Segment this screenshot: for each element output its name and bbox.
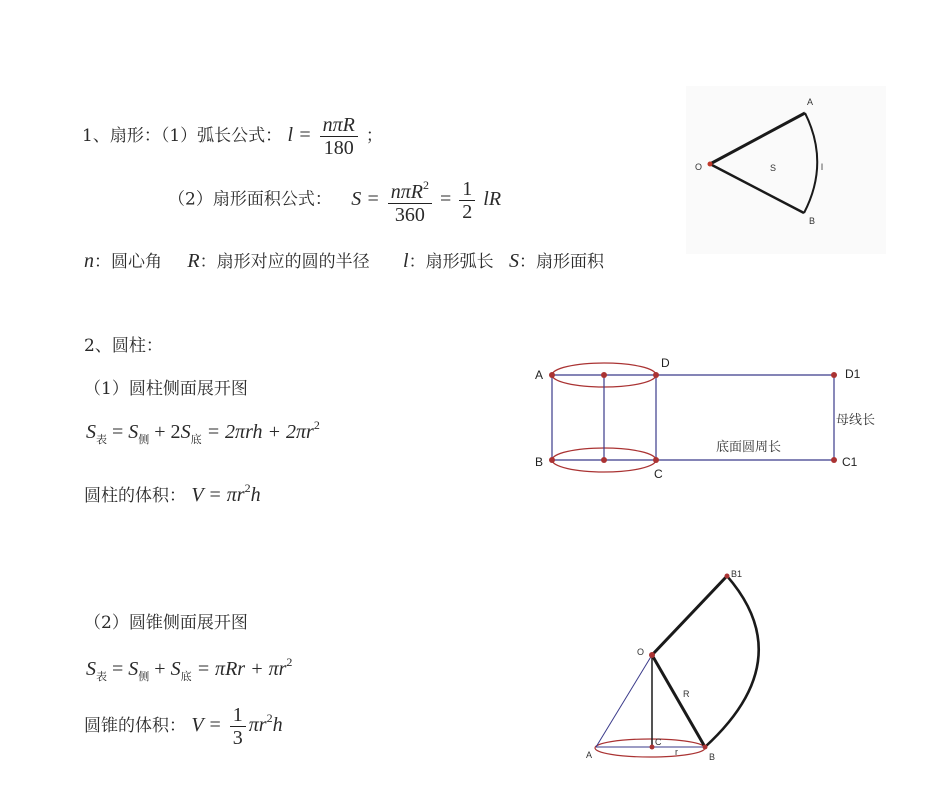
legend-n: n — [84, 250, 94, 272]
cyl-label-D1: D1 — [845, 367, 861, 381]
cyl-point-C1 — [831, 457, 837, 463]
cone-sup: 2 — [286, 655, 293, 669]
cyl-point-D — [653, 372, 659, 378]
cylinder-diagram — [535, 356, 875, 481]
cyl-S-side: S — [128, 421, 139, 443]
cone-S: S — [86, 658, 96, 680]
cyl-plus: + 2 — [154, 421, 181, 443]
cone-rhs: = πRr + πr — [196, 658, 287, 680]
cyl-vol-sup: 2 — [244, 481, 251, 495]
area-denominator: 360 — [394, 204, 425, 226]
cyl-point-top-center — [601, 372, 607, 378]
sector-label-S: S — [770, 163, 777, 173]
legend-S: S — [509, 250, 519, 272]
sector-label-O: O — [695, 162, 703, 172]
cyl-vol-text: V = πr — [191, 484, 245, 506]
cone-point-B — [703, 745, 708, 750]
cyl-point-D1 — [831, 372, 837, 378]
sector-label-l: l — [821, 162, 823, 172]
cone-vol-sup: 2 — [266, 711, 273, 726]
cyl-label-A: A — [535, 368, 544, 382]
cyl-sup: 2 — [313, 418, 320, 432]
cyl-label-D: D — [661, 356, 670, 370]
sector-area-label: （2）扇形面积公式： — [168, 189, 332, 210]
half-denominator: 2 — [462, 200, 473, 223]
cyl-point-C — [653, 457, 659, 463]
cyl-label-C1: C1 — [842, 455, 858, 469]
cone-label-B1: B1 — [731, 569, 743, 579]
cone-sub-base: 底 — [180, 671, 192, 683]
cone-slant-OB1 — [652, 576, 727, 655]
cyl-eq1: = — [112, 421, 124, 443]
cone-label-r: r — [675, 747, 678, 757]
cone-vol-lhs: V = — [191, 714, 222, 737]
cone-point-C — [650, 745, 655, 750]
cone-label-C: C — [655, 737, 662, 747]
cone-point-B1 — [725, 574, 730, 579]
cyl-label-C: C — [654, 467, 663, 481]
cyl-S: S — [86, 421, 96, 443]
cyl-sub-base: 底 — [190, 434, 202, 446]
cyl-point-B — [549, 457, 555, 463]
sector-heading-text: 1、扇形：（1）弧长公式： — [82, 126, 283, 147]
cone-point-O — [649, 652, 655, 658]
cone-label-B: B — [709, 752, 716, 762]
cylinder-sub-heading: （1）圆柱侧面展开图 — [84, 379, 248, 399]
cone-sub-total: 表 — [96, 671, 107, 683]
legend-l: l — [403, 250, 409, 272]
cone-sub-side: 侧 — [138, 671, 150, 683]
cone-unrolled-arc — [705, 576, 759, 747]
cyl-point-A — [549, 372, 555, 378]
cone-plus: + — [154, 658, 166, 680]
cone-label-A: A — [586, 750, 593, 760]
area-eq: = — [439, 187, 452, 210]
cyl-vol-tail: h — [250, 484, 261, 506]
cone-slant-OB — [652, 655, 705, 747]
cyl-label-base-circumference: 底面圆周长 — [716, 440, 782, 455]
sector-panel — [686, 86, 886, 254]
cone-vol-h: h — [272, 714, 283, 737]
cone-eq1: = — [112, 658, 124, 680]
half-numerator: 1 — [459, 178, 475, 201]
cylinder-volume-label: 圆柱的体积： — [84, 486, 186, 506]
cyl-rhs: = 2πrh + 2πr — [206, 421, 314, 443]
cyl-label-generatrix: 母线长 — [836, 413, 876, 428]
cone-vol-tail: πr — [248, 714, 267, 737]
cyl-S-base: S — [180, 421, 191, 443]
cone-diagram — [586, 569, 759, 762]
area-tail: lR — [483, 187, 502, 210]
cone-vol-num: 1 — [230, 704, 246, 727]
cyl-sub-total: 表 — [96, 434, 107, 446]
cyl-label-B: B — [535, 455, 544, 469]
area-num-text: nπR — [390, 181, 423, 203]
arc-numerator: nπR — [320, 114, 358, 137]
cone-S-side: S — [128, 658, 139, 680]
legend-n-text: ：圆心角 — [94, 252, 162, 272]
arc-end: ； — [365, 126, 383, 147]
area-num-sup: 2 — [422, 178, 429, 192]
cone-edge-OA — [596, 655, 652, 747]
cyl-sub-side: 侧 — [138, 434, 150, 446]
sector-label-B: B — [809, 216, 816, 226]
area-lhs: S = — [351, 187, 380, 210]
arc-denominator: 180 — [323, 137, 354, 159]
cyl-point-bottom-center — [601, 457, 607, 463]
cone-sub-heading: （2）圆锥侧面展开图 — [84, 613, 248, 633]
legend-S-text: ：扇形面积 — [519, 252, 604, 272]
cone-label-O: O — [637, 647, 645, 657]
cone-S-base: S — [170, 658, 181, 680]
cylinder-heading: 2、圆柱： — [84, 336, 163, 356]
sector-point-O — [708, 162, 713, 167]
cone-label-R: R — [683, 689, 690, 699]
sector-label-A: A — [807, 97, 814, 107]
legend-R: R — [187, 250, 200, 272]
cone-vol-den: 3 — [232, 727, 243, 749]
legend-R-text: ：扇形对应的圆的半径 — [199, 252, 370, 272]
arc-lhs: l = — [287, 124, 312, 147]
legend-l-text: ：扇形弧长 — [408, 252, 494, 272]
cone-volume-label: 圆锥的体积： — [84, 716, 186, 737]
